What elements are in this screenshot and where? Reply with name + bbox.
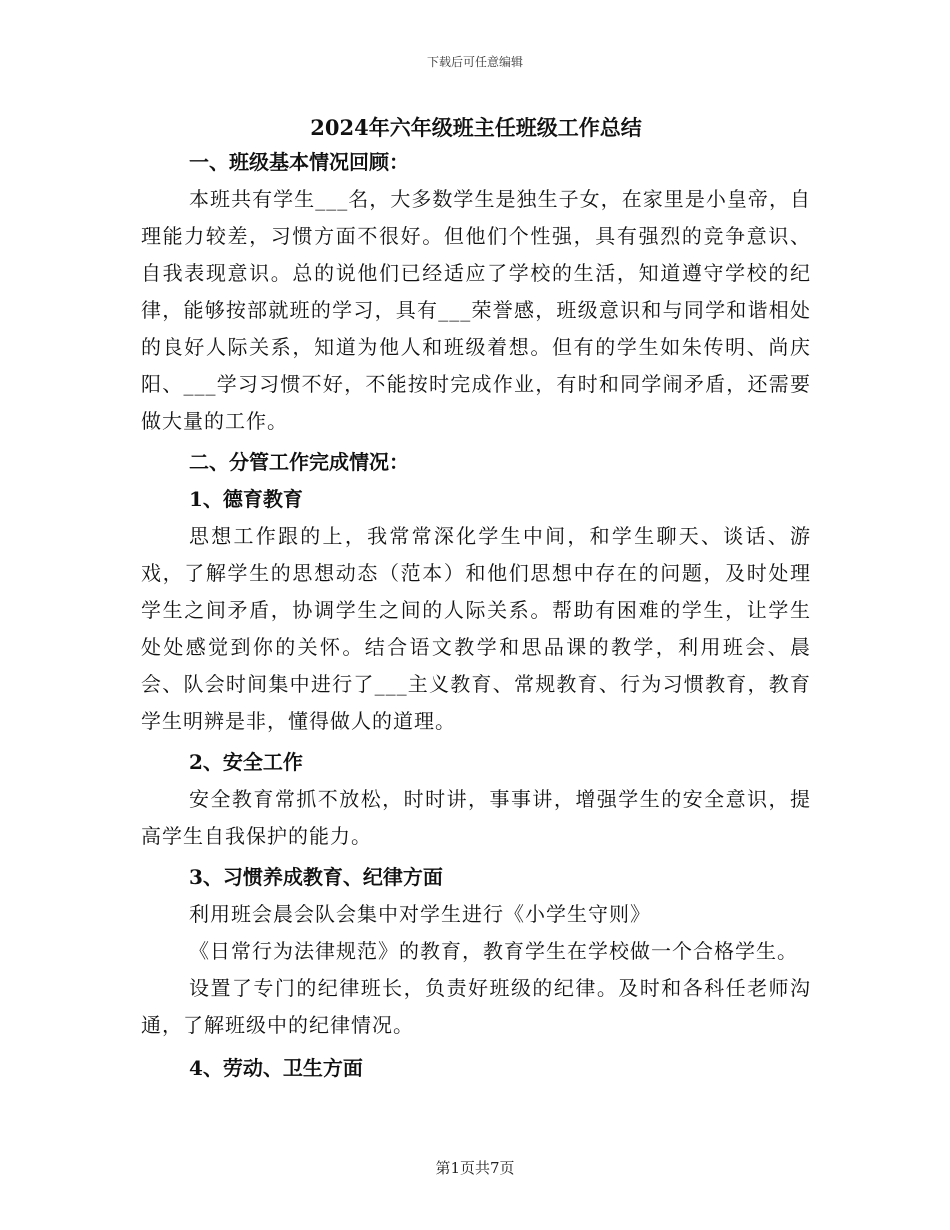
header-note: 下载后可任意编辑	[426, 55, 523, 69]
section-heading-work-completion: 二、分管工作完成情况：	[189, 450, 409, 474]
section-heading-class-overview: 一、班级基本情况回顾：	[189, 150, 409, 174]
line-habit-discipline-2: 《日常行为法律规范》的教育，教育学生在学校做一个合格学生。	[189, 939, 798, 963]
line-habit-discipline-1: 利用班会晨会队会集中对学生进行《小学生守则》	[189, 902, 651, 926]
subheading-safety-work: 2、安全工作	[189, 750, 303, 774]
subheading-labor-hygiene: 4、劳动、卫生方面	[189, 1056, 363, 1080]
paragraph-moral-education: 思想工作跟的上，我常常深化学生中间，和学生聊天、谈话、游戏，了解学生的思想动态（范本）和他们思想中存在的问题，及时处理学生之间矛盾，协调学生之间的人际关系。帮助有困难的学生，让学生处处感觉到你的关怀。结合语文教学和思品课的教学，利用班会、晨会、队会时间集中进行了___主义教育、常规教育、行为习惯教育，教育学生明辨是非，懂得做人的道理。	[141, 524, 811, 733]
paragraph-safety-work: 安全教育常抓不放松，时时讲，事事讲，增强学生的安全意识，提高学生自我保护的能力。	[141, 787, 811, 848]
page-indicator: 第1页共7页	[435, 1159, 515, 1177]
document-content	[141, 112, 811, 1087]
subheading-moral-education: 1、德育教育	[189, 487, 303, 511]
paragraph-class-overview: 本班共有学生___名，大多数学生是独生子女，在家里是小皇帝，自理能力较差，习惯方面不很好。但他们个性强，具有强烈的竞争意识、自我表现意识。总的说他们已经适应了学校的生活，知道遵守学校的纪律，能够按部就班的学习，具有___荣誉感，班级意识和与同学和谐相处的良好人际关系，知道为他人和班级着想。但有的学生如朱传明、尚庆阳、___学习习惯不好，不能按时完成作业，有时和同学闹矛盾，还需要做大量的工作。	[141, 187, 811, 433]
document-title: 2024年六年级班主任班级工作总结	[310, 115, 642, 140]
paragraph-habit-discipline: 设置了专门的纪律班长，负责好班级的纪律。及时和各科任老师沟通，了解班级中的纪律情况。	[141, 976, 811, 1037]
subheading-habit-discipline: 3、习惯养成教育、纪律方面	[189, 865, 443, 889]
